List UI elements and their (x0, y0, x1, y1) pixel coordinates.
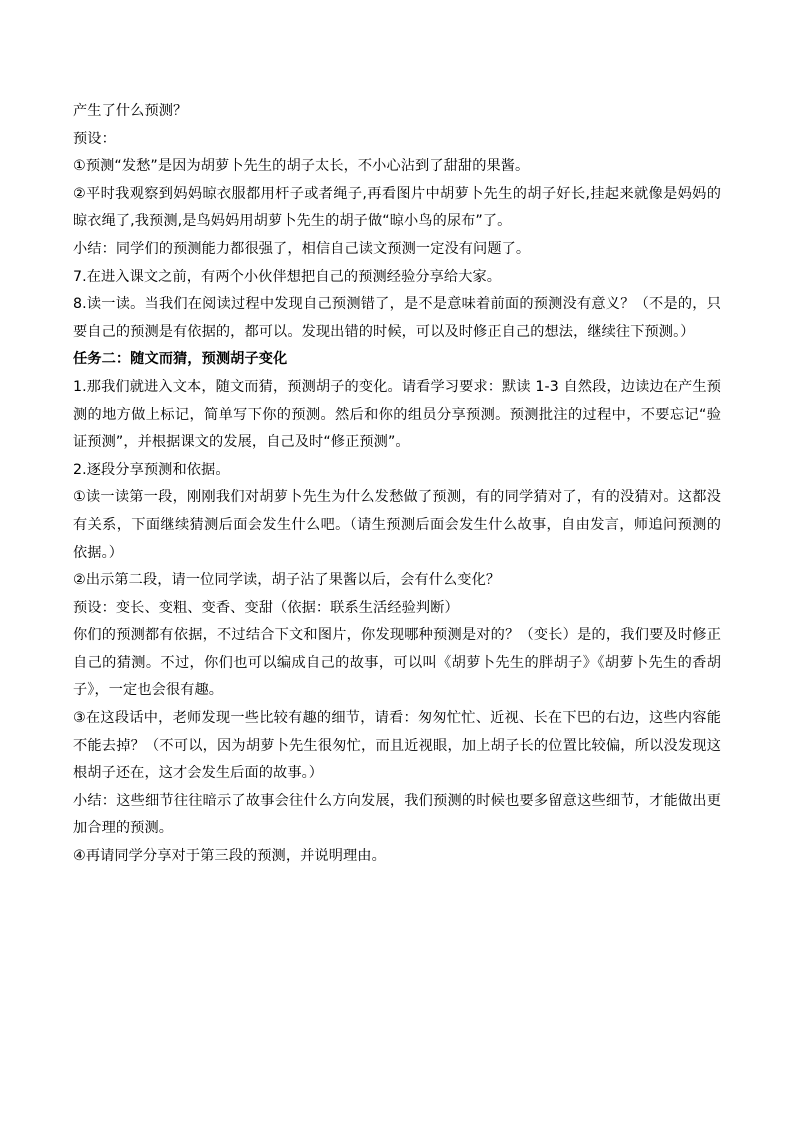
paragraph-share-4: ④再请同学分享对于第三段的预测，并说明理由。 (73, 848, 386, 865)
paragraph-preset-label: 预设： (73, 130, 116, 147)
paragraph-question: 产生了什么预测？ (73, 103, 188, 119)
paragraph-task2-step-2: 2.逐段分享预测和依据。 (73, 461, 230, 478)
paragraph-discussion: 你们的预测都有依据，不过结合下文和图片，你发现哪种预测是对的？（变长）是的，我们要及时修正自己的猜测。不过，你们也可以编成自己的故事，可以叫《胡萝卜先生的胖胡子》《胡萝卜先生的香胡子》，一定也会很有趣。 (73, 627, 721, 699)
document-body (73, 98, 721, 871)
paragraph-summary-1: 小结：同学们的预测能力都很强了，相信自己读文预测一定没有问题了。 (73, 240, 531, 257)
paragraph-preset-2: ②平时我观察到妈妈晾衣服都用杆子或者绳子,再看图片中胡萝卜先生的胡子好长,挂起来就像是妈妈的晾衣绳了,我预测,是鸟妈妈用胡萝卜先生的胡子做“晾小鸟的尿布”了。 (73, 185, 721, 230)
paragraph-share-1: ①读一读第一段，刚刚我们对胡萝卜先生为什么发愁做了预测，有的同学猜对了，有的没猜对。这都没有关系，下面继续猜测后面会发生什么吧。（请生预测后面会发生什么故事，自由发言，师追问预测的依据。） (73, 489, 721, 561)
paragraph-share-3: ③在这段话中，老师发现一些比较有趣的细节，请看：匆匆忙忙、近视、长在下巴的右边，这些内容能不能去掉？（不可以，因为胡萝卜先生很匆忙，而且近视眼，加上胡子长的位置比较偏，所以没发现这根胡子还在，这才会发生后面的故事。） (73, 710, 721, 782)
paragraph-task2-step-1: 1.那我们就进入文本，随文而猜，预测胡子的变化。请看学习要求：默读 1-3 自然段，边读边在产生预测的地方做上标记，简单写下你的预测。然后和你的组员分享预测。预测批注的过程中，不要忘记“验证预测”，并根据课文的发展，自己及时“修正预测”。 (73, 378, 721, 451)
paragraph-preset-1: ①预测“发愁”是因为胡萝卜先生的胡子太长，不小心沾到了甜甜的果酱。 (73, 158, 530, 175)
paragraph-step-8: 8.读一读。当我们在阅读过程中发现自己预测错了，是不是意味着前面的预测没有意义？（不是的，只要自己的预测是有依据的，都可以。发现出错的时候，可以及时修正自己的想法，继续往下预测。） (73, 296, 721, 340)
section-heading-task-2: 任务二：随文而猜，预测胡子变化 (73, 351, 288, 368)
paragraph-summary-2: 小结：这些细节往往暗示了故事会往什么方向发展，我们预测的时候也要多留意这些细节，才能做出更加合理的预测。 (73, 792, 721, 837)
paragraph-preset-3: 预设：变长、变粗、变香、变甜（依据：联系生活经验判断） (73, 599, 459, 616)
paragraph-share-2: ②出示第二段，请一位同学读，胡子沾了果酱以后，会有什么变化？ (73, 572, 501, 589)
paragraph-step-7: 7.在进入课文之前，有两个小伙伴想把自己的预测经验分享给大家。 (73, 268, 502, 285)
